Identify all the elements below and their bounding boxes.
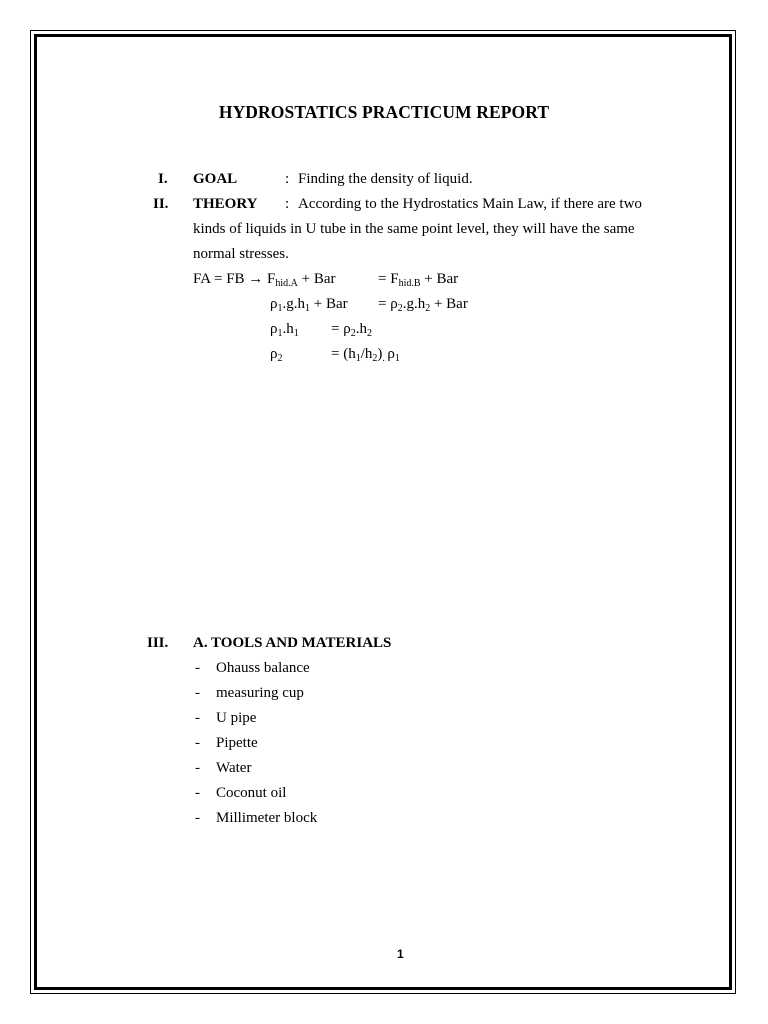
list-item: measuring cup	[216, 685, 304, 701]
page-number: 1	[397, 947, 404, 961]
theory-line-3: normal stresses.	[193, 246, 289, 262]
list-item-bullet: -	[195, 785, 200, 801]
list-item: Pipette	[216, 735, 258, 751]
theory-line-2: kinds of liquids in U tube in the same point level, they will have the same	[193, 221, 635, 237]
list-item-bullet: -	[195, 685, 200, 701]
theory-heading: THEORY	[193, 196, 258, 212]
list-item-bullet: -	[195, 735, 200, 751]
theory-numeral: II.	[153, 196, 169, 212]
equation-2-right: = $\rho_2.g.h_2$ + Bar	[378, 296, 468, 314]
equation-3-right: = $\rho_2.h_2$	[331, 321, 372, 339]
goal-numeral: I.	[158, 171, 168, 187]
list-item: Water	[216, 760, 252, 776]
list-item: Ohauss balance	[216, 660, 310, 676]
list-item-bullet: -	[195, 760, 200, 776]
equation-1-left: FA = FB → $F_{hid.A}$ + Bar	[193, 271, 336, 289]
equation-3-left: $\rho_1.h_1$	[270, 321, 299, 339]
theory-separator: :	[285, 196, 290, 212]
list-item-bullet: -	[195, 810, 200, 826]
equation-1-right: = $F_{hid.B}$ + Bar	[378, 271, 459, 289]
tools-heading: A. TOOLS AND MATERIALS	[193, 635, 392, 651]
arrow-right-icon: →	[248, 271, 264, 287]
tools-numeral: III.	[147, 635, 169, 651]
list-item: Millimeter block	[216, 810, 318, 826]
equation-4-right: = $(h_1/h_2)_.$ $\rho_1$	[331, 346, 400, 364]
goal-separator: :	[285, 171, 290, 187]
list-item: Coconut oil	[216, 785, 287, 801]
list-item: U pipe	[216, 710, 257, 726]
equation-4-left: $\rho_2$	[270, 346, 283, 364]
equation-2-left: $\rho_1.g.h_1$ + Bar	[270, 296, 348, 314]
list-item-bullet: -	[195, 710, 200, 726]
list-item-bullet: -	[195, 660, 200, 676]
document-title: HYDROSTATICS PRACTICUM REPORT	[218, 102, 550, 122]
theory-line-1: According to the Hydrostatics Main Law, if there are two	[298, 196, 642, 212]
goal-text: Finding the density of liquid.	[298, 171, 473, 187]
goal-heading: GOAL	[193, 171, 238, 187]
